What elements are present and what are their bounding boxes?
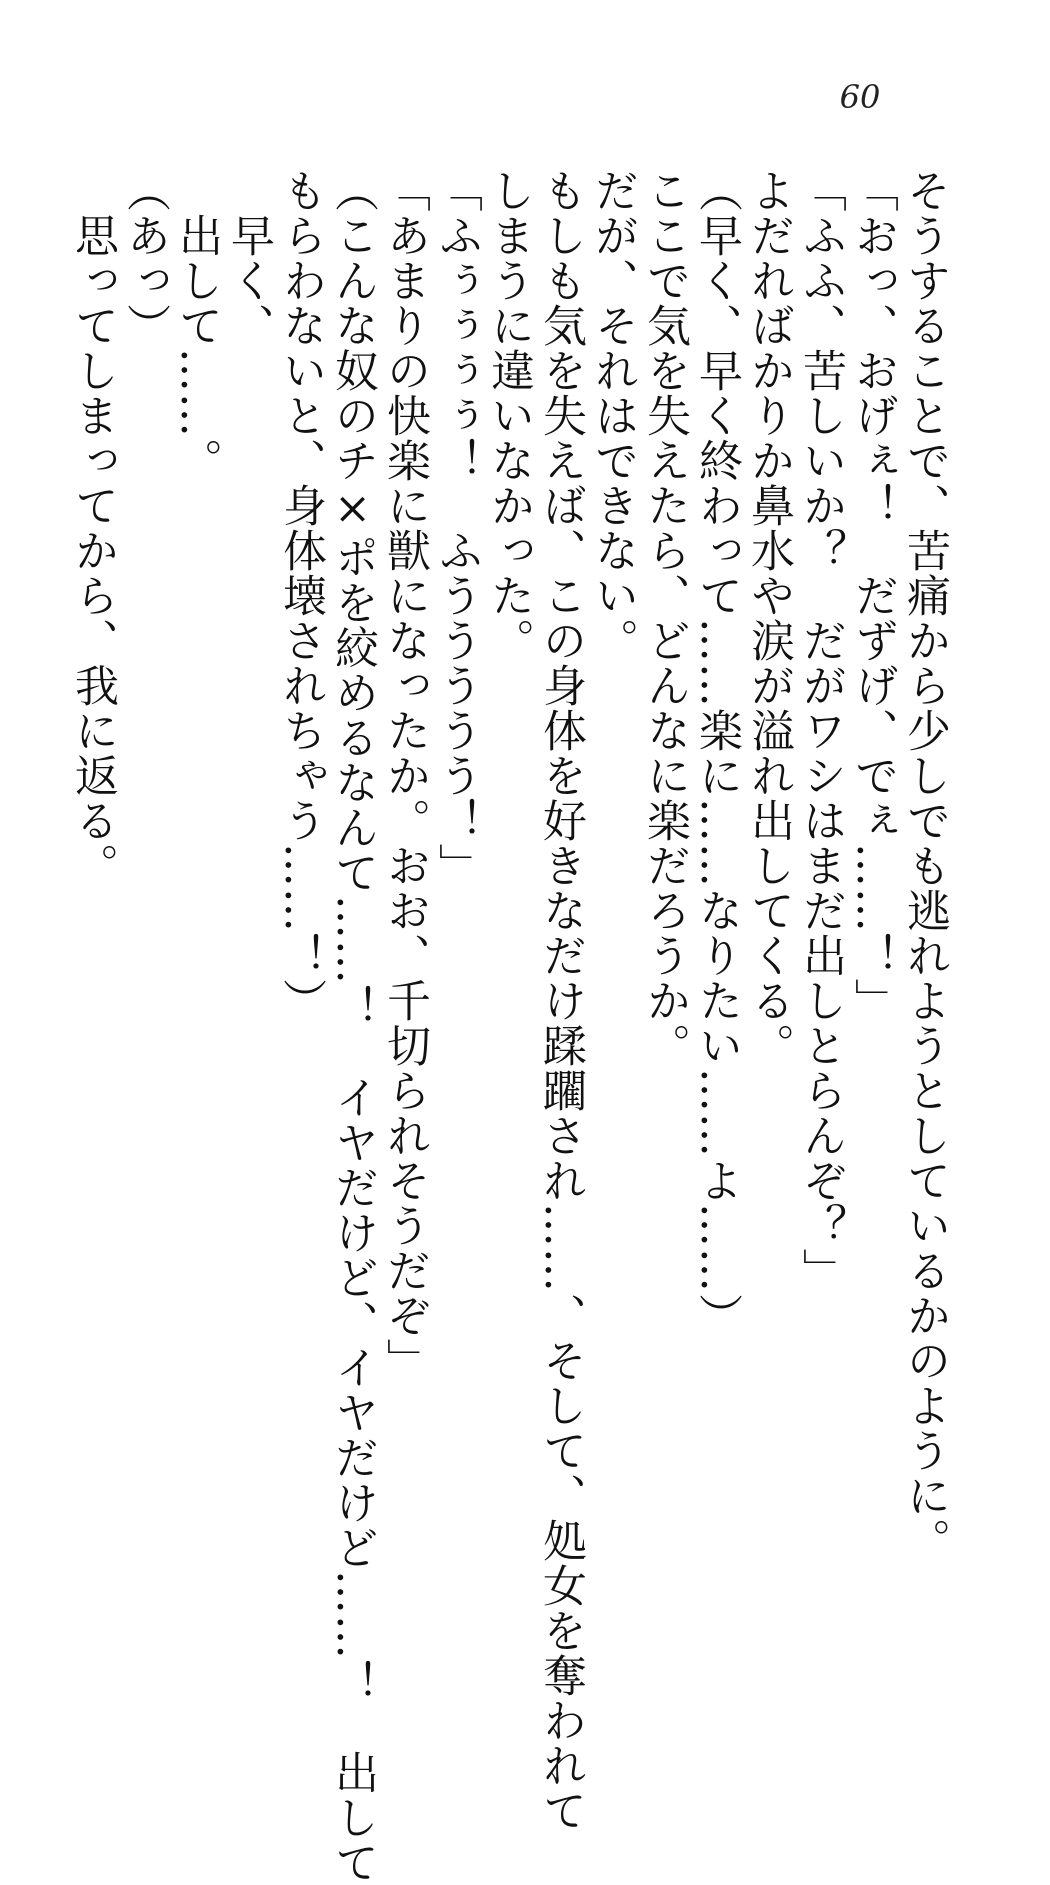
- text-line: だが、それはできない。: [587, 168, 638, 663]
- text-line: （早く、早く終わって……楽に……なりたい……よ……）: [691, 168, 742, 1338]
- text-line: （こんな奴のチ×ポを絞めるなんて……！ イヤだけど、イヤだけど……！ 出して: [327, 168, 378, 1885]
- text-line: 「あまりの快楽に獣になったか。おお、千切られそうだぞ」: [379, 168, 430, 1383]
- text-line: （あっ）: [119, 168, 170, 348]
- page-number: 60: [839, 78, 881, 116]
- text-line: ここで気を失えたら、どんなに楽だろうか。: [639, 168, 690, 1068]
- body-text: [67, 168, 950, 1885]
- text-line: そうすることで、苦痛から少しでも逃れようとしているかのように。: [899, 168, 950, 1563]
- text-line: よだればかりか鼻水や涙が溢れ出してくる。: [743, 168, 794, 1068]
- text-line: もしも気を失えば、この身体を好きなだけ蹂躙され……、そして、処女を奪われて: [535, 168, 586, 1833]
- text-line: 早く、: [223, 168, 274, 348]
- text-line: もらわないと、身体壊されちゃう……！）: [275, 168, 326, 1023]
- text-line: しまうに違いなかった。: [483, 168, 534, 663]
- text-line: 「ふふ、苦しいか？ だがワシはまだ出しとらんぞ？」: [795, 168, 846, 1293]
- text-line: 思ってしまってから、我に返る。: [67, 168, 118, 888]
- text-line: 「おっ、おげぇ！ だずげ、でぇ……！」: [847, 168, 898, 1023]
- text-line: 「ふぅぅぅぅ！ ふううううう！」: [431, 168, 482, 888]
- text-line: 出して……。: [171, 168, 222, 483]
